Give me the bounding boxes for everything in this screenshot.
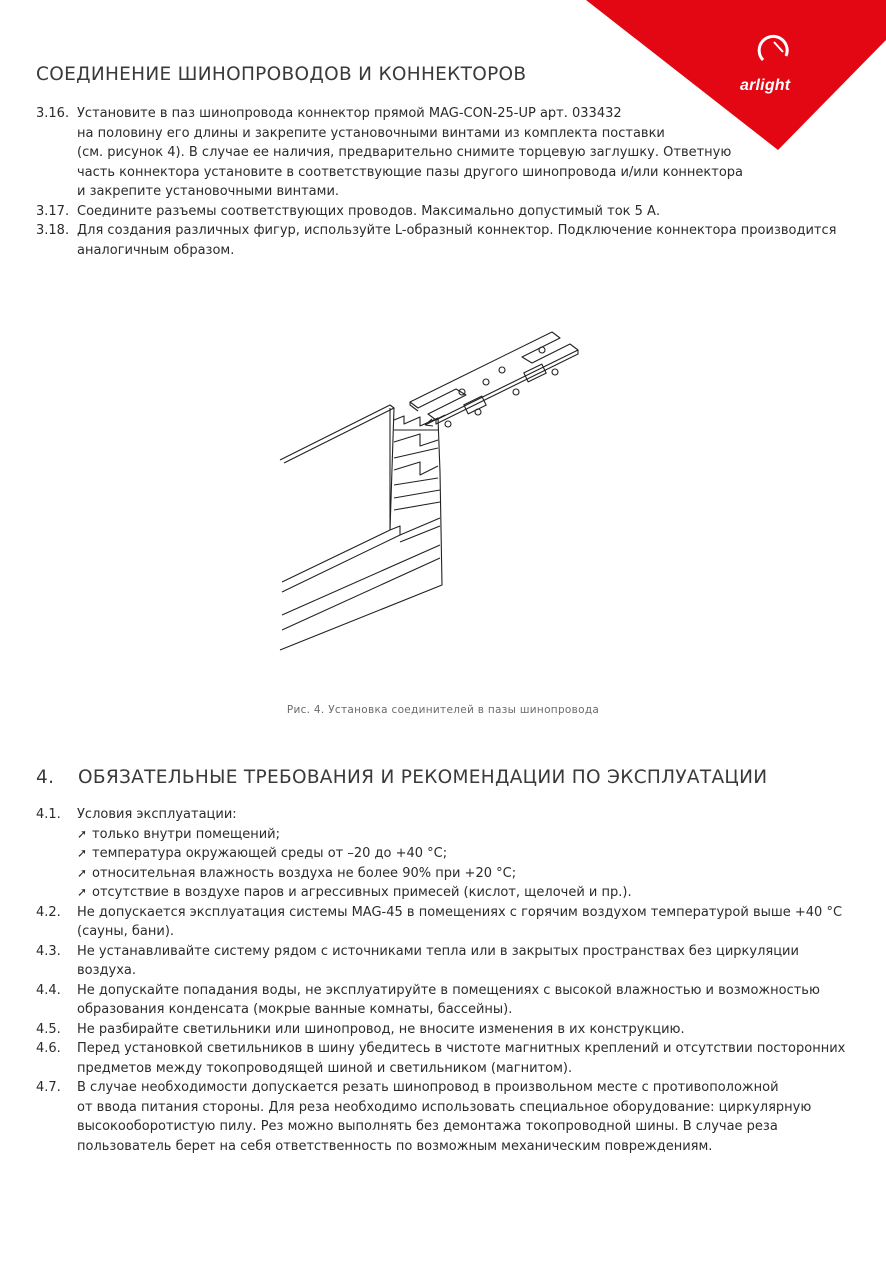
bullet-item: ➚ только внутри помещений; xyxy=(77,825,836,845)
item-text-line: часть коннектора установите в соответствующие пазы другого шинопровода и/или коннектора xyxy=(77,164,744,180)
section2-list xyxy=(36,805,846,1156)
item-text-line: образования конденсата (мокрые ванные комнаты, бассейны). xyxy=(77,1002,513,1017)
item-number: 4.2. xyxy=(36,904,61,920)
section1-list xyxy=(36,104,836,260)
figure-caption: Рис. 4. Установка соединителей в пазы шинопровода xyxy=(286,704,600,716)
item-text-line: Установите в паз шинопровода коннектор прямой MAG-CON-25-UP арт. 033432 xyxy=(77,106,622,121)
rail-front-face xyxy=(282,408,390,582)
rail-lower-lip xyxy=(282,526,400,592)
list-item xyxy=(36,1078,836,1156)
item-text-line: аналогичным образом. xyxy=(77,242,235,258)
section-title-requirements xyxy=(36,767,767,788)
rail-top-edge xyxy=(280,405,394,463)
item-number: 4.4. xyxy=(36,982,61,998)
arrow-bullet-icon: ➚ xyxy=(77,826,88,841)
list-item xyxy=(36,903,843,942)
item-text-line: Не разбирайте светильники или шинопровод, не вносите изменения в их конструкцию. xyxy=(77,1021,685,1037)
list-item xyxy=(36,1020,836,1040)
item-text-line: воздуха. xyxy=(77,963,137,978)
item-text-line: Условия эксплуатации: xyxy=(77,807,237,822)
list-item xyxy=(36,981,836,1020)
item-number: 3.16. xyxy=(36,106,70,121)
bullet-item: ➚ относительная влажность воздуха не более 90% при +20 °C; xyxy=(77,864,836,884)
item-text-line: (сауны, бани). xyxy=(77,924,175,939)
item-number: 4.7. xyxy=(36,1080,61,1095)
item-number: 3.18. xyxy=(36,223,70,238)
item-text-line: пользователь берет на себя ответственность по возможным механическим повреждениям. xyxy=(77,1138,713,1154)
item-text-line: Не допускается эксплуатация системы MAG-45 в помещениях с горячим воздухом температурой выше +40 °C xyxy=(77,904,843,920)
section-title-connections: СОЕДИНЕНИЕ ШИНОПРОВОДОВ И КОННЕКТОРОВ xyxy=(36,64,527,85)
item-number: 3.17. xyxy=(36,203,70,219)
list-item xyxy=(36,805,836,903)
item-text-line: Для создания различных фигур, используйте L-образный коннектор. Подключение коннектора производится xyxy=(77,223,837,238)
item-text-line: В случае необходимости допускается резать шинопровод в произвольном месте с противоположной xyxy=(77,1080,779,1095)
insert-arrow-icon xyxy=(425,415,445,425)
item-text-line: Не допускайте попадания воды, не эксплуатируйте в помещениях с высокой влажностью и возможностью xyxy=(77,982,820,998)
list-item xyxy=(36,942,836,981)
brand-logo: arlight xyxy=(740,77,791,94)
bullet-item: ➚ температура окружающей среды от –20 до +40 °C; xyxy=(77,844,836,864)
rail-end-profile xyxy=(394,416,440,472)
item-text-line: от ввода питания стороны. Для реза необходимо использовать специальное оборудование: циркулярную xyxy=(77,1099,812,1115)
rail-bottom-edge xyxy=(280,472,442,650)
item-text-line: высокооборотистую пилу. Рез можно выполнять без демонтажа токопроводной шины. В случае реза xyxy=(77,1119,778,1134)
item-number: 4.3. xyxy=(36,943,61,959)
item-number: 4.1. xyxy=(36,807,61,822)
list-item xyxy=(36,104,836,202)
item-text-line: Не устанавливайте систему рядом с источниками тепла или в закрытых пространствах без циркуляции xyxy=(77,943,799,959)
item-number: 4.5. xyxy=(36,1021,61,1037)
item-number: 4.6. xyxy=(36,1041,61,1056)
section-title-text: ОБЯЗАТЕЛЬНЫЕ ТРЕБОВАНИЯ И РЕКОМЕНДАЦИИ ПО ЭКСПЛУАТАЦИИ xyxy=(78,767,768,788)
bullet-item: ➚ отсутствие в воздухе паров и агрессивных примесей (кислот, щелочей и пр.). xyxy=(77,883,836,903)
connector-plate xyxy=(410,332,578,420)
list-item xyxy=(36,221,836,260)
list-item xyxy=(36,202,836,222)
connector-installation-drawing xyxy=(270,330,610,660)
item-text-line: (см. рисунок 4). В случае ее наличия, предварительно снимите торцевую заглушку. Ответную xyxy=(77,145,732,160)
list-item xyxy=(36,1039,846,1078)
arrow-bullet-icon: ➚ xyxy=(77,846,88,860)
item-text-line: предметов между токопроводящей шиной и светильником (магнитом). xyxy=(77,1060,573,1076)
arrow-bullet-icon: ➚ xyxy=(77,885,88,899)
item-text-line: Соедините разъемы соответствующих проводов. Максимально допустимый ток 5 А. xyxy=(77,203,661,219)
section-number: 4. xyxy=(36,767,55,788)
item-text-line: Перед установкой светильников в шину убедитесь в чистоте магнитных креплений и отсутствии посторонних xyxy=(77,1041,846,1056)
arrow-bullet-icon: ➚ xyxy=(77,865,88,880)
item-text-line: и закрепите установочными винтами. xyxy=(77,184,340,199)
item-text-line: на половину его длины и закрепите установочными винтами из комплекта поставки xyxy=(77,125,665,141)
